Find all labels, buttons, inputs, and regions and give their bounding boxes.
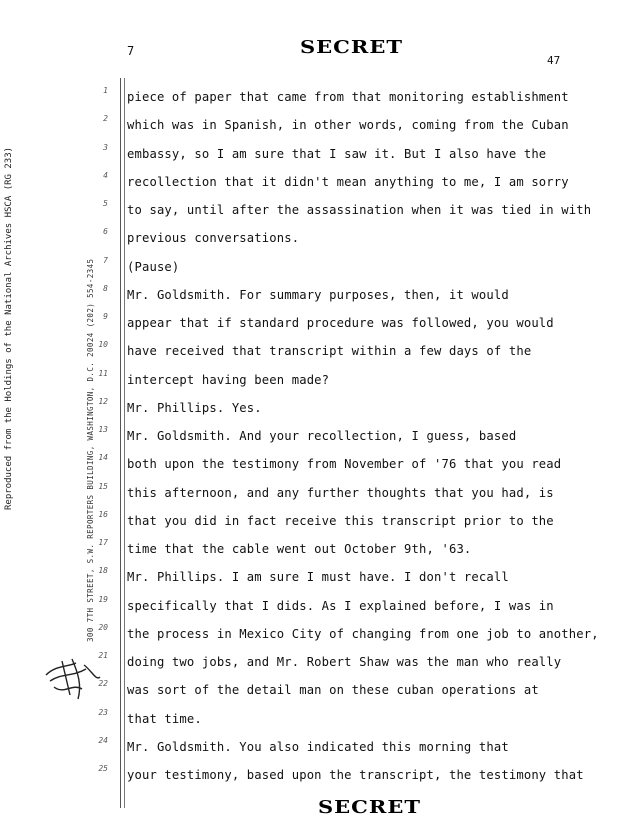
folio-number: 47 [547, 54, 561, 67]
line-number: 25 [98, 764, 108, 773]
transcript-line: Mr. Phillips. Yes. [127, 400, 262, 415]
transcript-line: to say, until after the assassination when it was tied in with [127, 203, 592, 217]
line-number: 18 [98, 566, 108, 576]
margin-rule-inner [124, 78, 125, 808]
line-number: 4 [103, 170, 108, 180]
page-number: 7 [127, 44, 135, 58]
line-number: 3 [103, 142, 108, 152]
transcript-line: the process in Mexico City of changing from one job to another, [127, 626, 599, 641]
transcript-line: embassy, so I am sure that I saw it. But I also have the [127, 146, 547, 161]
line-number: 17 [98, 538, 108, 547]
line-number: 12 [98, 396, 108, 406]
transcript-line: Mr. Goldsmith. And your recollection, I guess, based [127, 429, 517, 443]
transcript-line: intercept having been made? [127, 372, 330, 387]
transcript-line: have received that transcript within a few days of the [127, 344, 532, 359]
line-number: 22 [98, 679, 108, 689]
line-number: 20 [98, 622, 108, 632]
transcript-line: both upon the testimony from November of '76 that you read [127, 457, 562, 472]
line-number: 21 [98, 651, 108, 660]
line-number: 23 [98, 707, 108, 717]
transcript-line: your testimony, based upon the transcript, the testimony that [127, 768, 584, 782]
transcript-line: specifically that I dids. As I explained before, I was in [127, 598, 554, 613]
archive-stamp: Reproduced from the Holdings of the National Archives HSCA (RG 233) [4, 146, 14, 510]
line-number: 16 [98, 509, 108, 519]
classification-stamp-bottom: SECRET [318, 795, 421, 817]
line-number: 14 [98, 453, 108, 463]
transcript-line: Mr. Goldsmith. You also indicated this morning that [127, 739, 509, 754]
handwritten-initials-mark [42, 655, 104, 701]
line-number: 9 [103, 312, 108, 321]
transcript-line: doing two jobs, and Mr. Robert Shaw was the man who really [127, 655, 562, 669]
transcript-line: appear that if standard procedure was followed, you would [127, 316, 554, 330]
classification-stamp-top: SECRET [300, 35, 403, 58]
transcript-line: which was in Spanish, in other words, coming from the Cuban [127, 118, 569, 133]
transcript-line: that you did in fact receive this transcript prior to the [127, 513, 554, 528]
transcript-line: Mr. Goldsmith. For summary purposes, then, it would [127, 287, 509, 302]
transcript-line: this afternoon, and any further thoughts that you had, is [127, 485, 554, 500]
transcript-line: (Pause) [127, 259, 180, 274]
line-number: 7 [103, 255, 108, 265]
line-number: 13 [98, 425, 108, 434]
transcript-line: previous conversations. [127, 231, 300, 246]
transcript-line: recollection that it didn't mean anything to me, I am sorry [127, 174, 569, 189]
transcript-line: was sort of the detail man on these cuban operations at [127, 683, 539, 698]
line-number: 24 [98, 735, 108, 745]
margin-rule [120, 78, 121, 808]
reporter-address-stamp: 300 7TH STREET, S.W. REPORTERS BUILDING, WASHINGTON, D.C. 20024 (202) 554-2345 [86, 258, 95, 642]
transcript-line: time that the cable went out October 9th, '63. [127, 542, 472, 556]
line-number: 2 [103, 114, 108, 124]
line-number: 11 [98, 368, 108, 378]
transcript-line: Mr. Phillips. I am sure I must have. I don't recall [127, 570, 509, 585]
line-number: 1 [103, 86, 108, 95]
line-number: 10 [98, 340, 108, 350]
transcript-line: piece of paper that came from that monitoring establishment [127, 90, 569, 104]
line-number: 8 [103, 283, 108, 293]
transcript-line: that time. [127, 711, 202, 726]
line-number: 19 [98, 594, 108, 604]
line-number: 5 [103, 199, 108, 208]
line-number: 6 [103, 227, 108, 237]
line-number: 15 [98, 481, 108, 491]
